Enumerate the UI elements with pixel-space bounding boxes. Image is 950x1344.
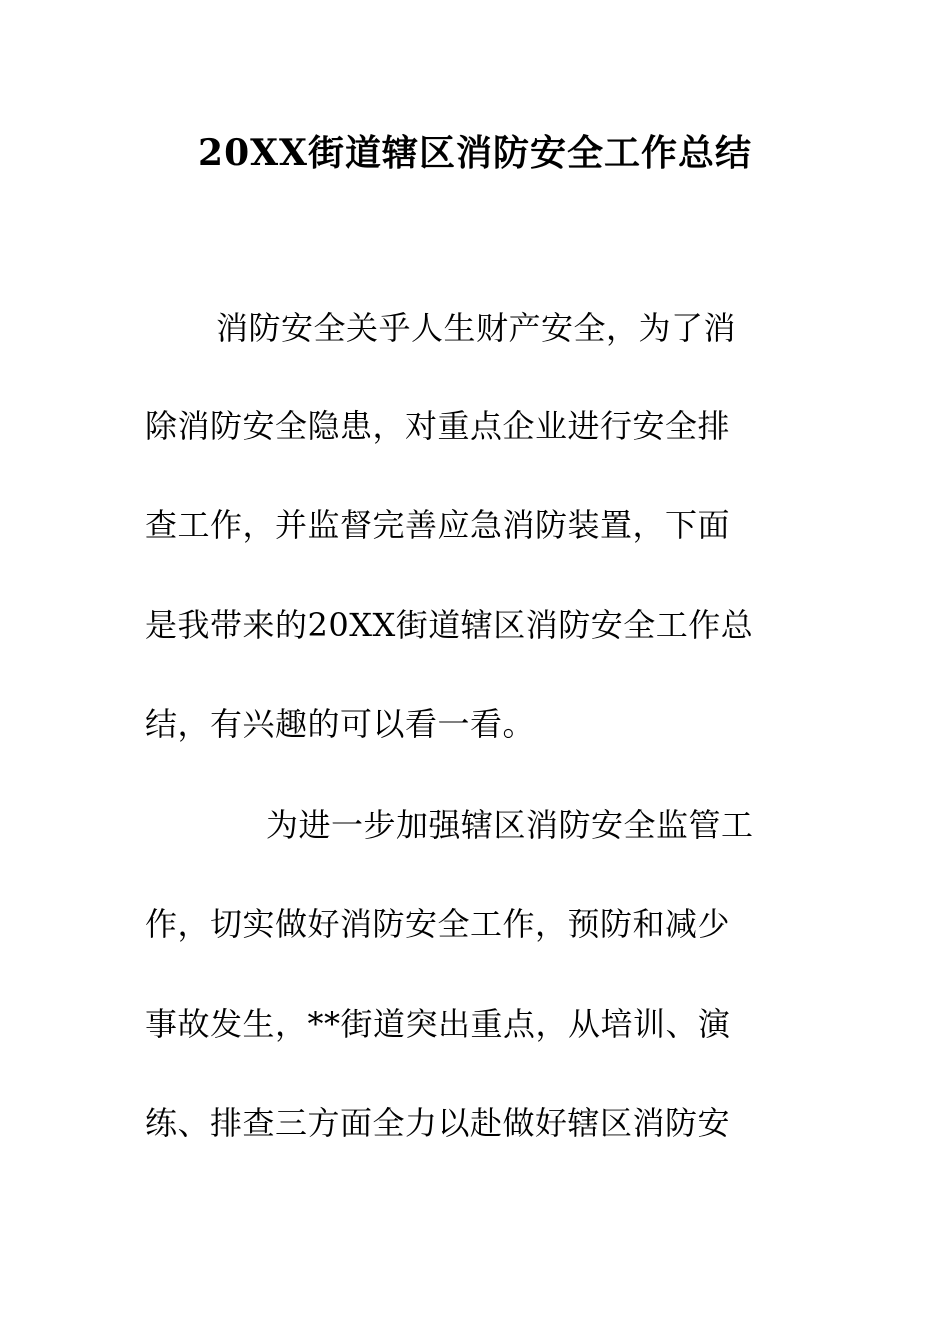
paragraph-line: 查工作，并监督完善应急消防装置，下面 <box>145 506 731 544</box>
paragraph-line: 事故发生，**街道突出重点，从培训、演 <box>145 1005 731 1043</box>
paragraph-line: 为进一步加强辖区消防安全监管工 <box>266 806 754 844</box>
paragraph-line: 练、排查三方面全力以赴做好辖区消防安 <box>145 1104 731 1142</box>
paragraph-line: 消防安全关乎人生财产安全，为了消 <box>216 309 737 347</box>
paragraph-line: 作，切实做好消防安全工作，预防和减少 <box>145 905 731 943</box>
paragraph-line: 除消防安全隐患，对重点企业进行安全排 <box>145 407 731 445</box>
document-title: 20XX街道辖区消防安全工作总结 <box>198 132 752 174</box>
paragraph-line: 是我带来的20XX街道辖区消防安全工作总 <box>145 606 754 644</box>
paragraph-line: 结，有兴趣的可以看一看。 <box>145 705 536 743</box>
